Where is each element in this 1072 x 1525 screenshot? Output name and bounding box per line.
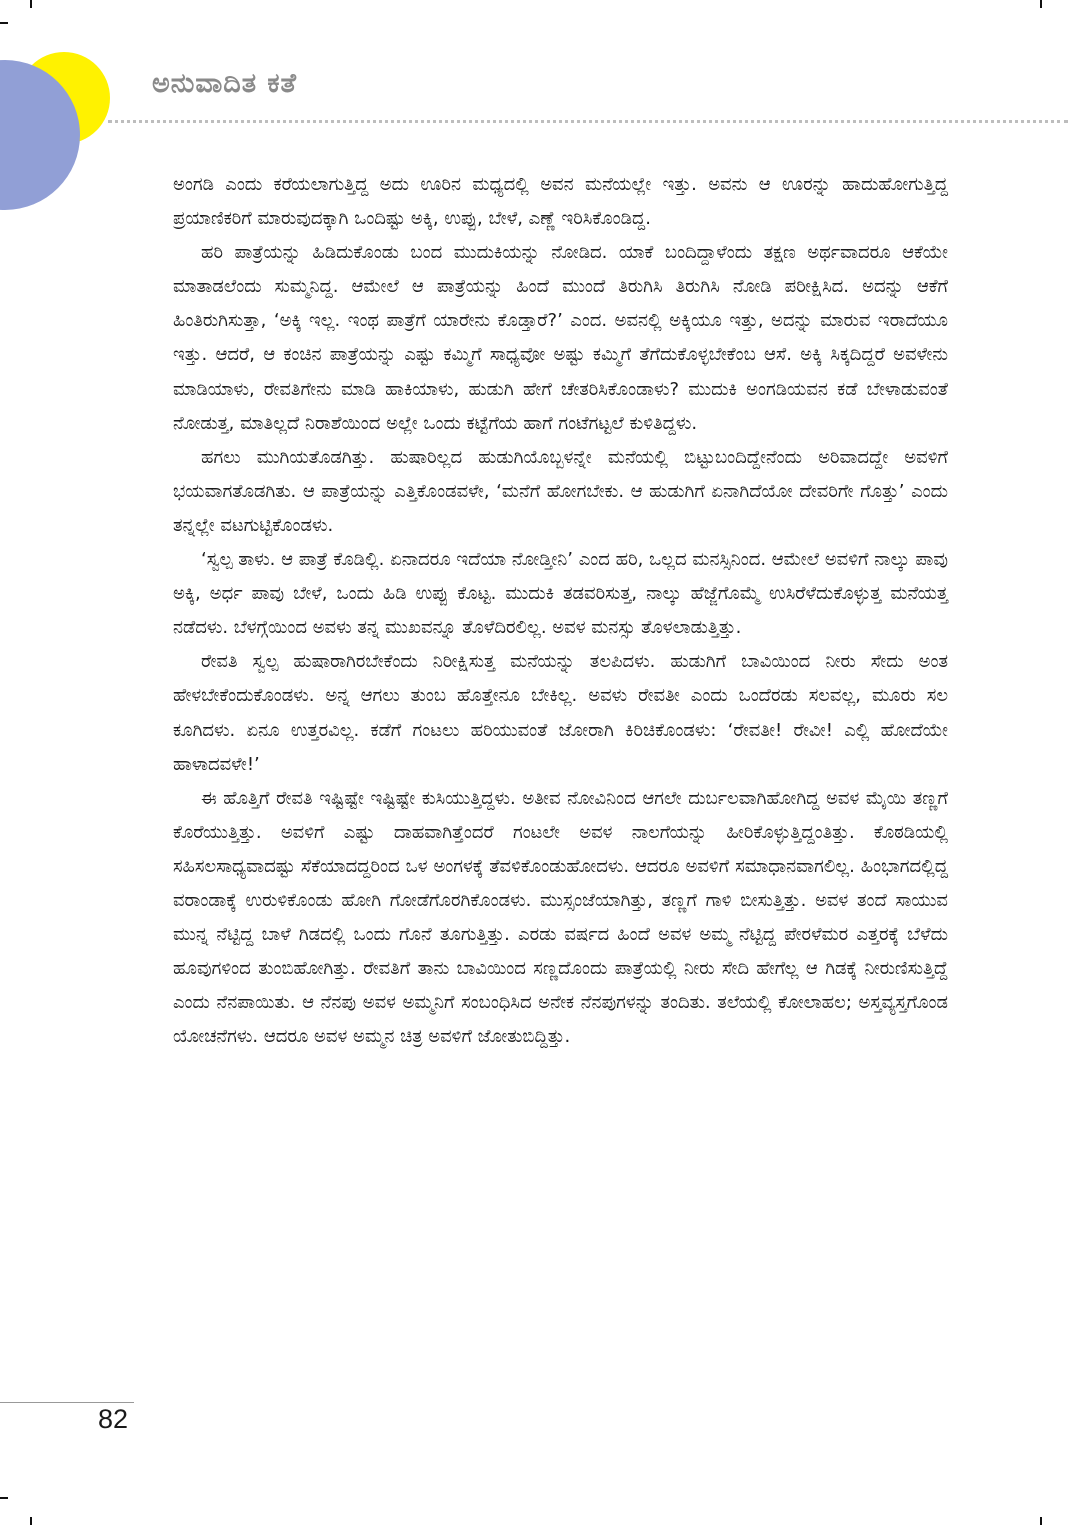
paragraph: ಈ ಹೊತ್ತಿಗೆ ರೇವತಿ ಇಷ್ಟಿಷ್ಟೇ ಇಷ್ಟಿಷ್ಟೇ ಕುಸಿಯುತ್ತಿದ್ದಳು. ಅತೀವ ನೋವಿನಿಂದ ಆಗಲೇ ದುರ್ಬಲವಾಗಿಹೋಗಿದ್ದ ಅವಳ ಮೈಯಿ ತಣ್ಣಗೆ ಕೊರೆಯುತ್ತಿತ್ತು. ಅವಳಿಗೆ ಎಷ್ಟು ದಾಹವಾಗಿತ್ತೆಂದರೆ ಗಂಟಲೇ ಅವಳ ನಾಲಗೆಯನ್ನು ಹೀರಿಕೊಳ್ಳುತ್ತಿದ್ದಂತಿತ್ತು. ಕೊಠಡಿಯಲ್ಲಿ ಸಹಿಸಲಸಾಧ್ಯವಾದಷ್ಟು ಸೆಕೆಯಾದದ್ದರಿಂದ ಒಳ ಅಂಗಳಕ್ಕೆ ತೆವಳಿಕೊಂಡುಹೋದಳು. ಆದರೂ ಅವಳಿಗೆ ಸಮಾಧಾನವಾಗಲಿಲ್ಲ. ಹಿಂಭಾಗದಲ್ಲಿದ್ದ ವರಾಂಡಾಕ್ಕೆ ಉರುಳಿಕೊಂಡು ಹೋಗಿ ಗೋಡೆಗೊರಗಿಕೊಂಡಳು. ಮುಸ್ಸಂಜೆಯಾಗಿತ್ತು, ತಣ್ಣಗೆ ಗಾಳಿ ಬೀಸುತ್ತಿತ್ತು. ಅವಳ ತಂದೆ ಸಾಯುವ ಮುನ್ನ ನೆಟ್ಟಿದ್ದ ಬಾಳೆ ಗಿಡದಲ್ಲಿ ಒಂದು ಗೊನೆ ತೂಗುತ್ತಿತ್ತು. ಎರಡು ವರ್ಷದ ಹಿಂದೆ ಅವಳ ಅಮ್ಮ ನೆಟ್ಟಿದ್ದ ಪೇರಳೆಮರ ಎತ್ತರಕ್ಕೆ ಬೆಳೆದು ಹೂವುಗಳಿಂದ ತುಂಬಿಹೋಗಿತ್ತು. ರೇವತಿಗೆ ತಾನು ಬಾವಿಯಿಂದ ಸಣ್ಣದೊಂದು ಪಾತ್ರೆಯಲ್ಲಿ ನೀರು ಸೇದಿ ಹೇಗೆಲ್ಲ ಆ ಗಿಡಕ್ಕೆ ನೀರುಣಿಸುತ್ತಿದ್ದೆ ಎಂದು ನೆನಪಾಯಿತು. ಆ ನೆನಪು ಅವಳ ಅಮ್ಮನಿಗೆ ಸಂಬಂಧಿಸಿದ ಅನೇಕ ನೆನಪುಗಳನ್ನು ತಂದಿತು. ತಲೆಯಲ್ಲಿ ಕೋಲಾಹಲ; ಅಸ್ತವ್ಯಸ್ತಗೊಂಡ ಯೋಚನೆಗಳು. ಆದರೂ ಅವಳ ಅಮ್ಮನ ಚಿತ್ರ ಅವಳಿಗೆ ಜೋತುಬಿದ್ದಿತ್ತು.: [173, 787, 948, 1048]
crop-mark-bottom-left-side: [0, 1497, 8, 1499]
paragraph: ಅಂಗಡಿ ಎಂದು ಕರೆಯಲಾಗುತ್ತಿದ್ದ ಅದು ಊರಿನ ಮಧ್ಯದಲ್ಲಿ ಅವನ ಮನೆಯಲ್ಲೇ ಇತ್ತು. ಅವನು ಆ ಊರನ್ನು ಹಾದುಹೋಗುತ್ತಿದ್ದ ಪ್ರಯಾಣಿಕರಿಗೆ ಮಾರುವುದಕ್ಕಾಗಿ ಒಂದಿಷ್ಟು ಅಕ್ಕಿ, ಉಪ್ಪು, ಬೇಳೆ, ಎಣ್ಣೆ ಇರಿಸಿಕೊಂಡಿದ್ದ.: [173, 174, 948, 230]
header-decoration: [0, 0, 170, 230]
footer-rule: [0, 1402, 134, 1403]
crop-mark-bottom-right: [1040, 1517, 1042, 1525]
page-number: 82: [98, 1404, 129, 1434]
story-body: [173, 168, 948, 1054]
paragraph: ಹಗಲು ಮುಗಿಯತೊಡಗಿತ್ತು. ಹುಷಾರಿಲ್ಲದ ಹುಡುಗಿಯೊಬ್ಬಳನ್ನೇ ಮನೆಯಲ್ಲಿ ಬಿಟ್ಟುಬಂದಿದ್ದೇನೆಂದು ಅರಿವಾದದ್ದೇ ಅವಳಿಗೆ ಭಯವಾಗತೊಡಗಿತು. ಆ ಪಾತ್ರೆಯನ್ನು ಎತ್ತಿಕೊಂಡವಳೇ, ‘ಮನೆಗೆ ಹೋಗಬೇಕು. ಆ ಹುಡುಗಿಗೆ ಏನಾಗಿದೆಯೋ ದೇವರಿಗೇ ಗೊತ್ತು’ ಎಂದು ತನ್ನಲ್ಲೇ ವಟಗುಟ್ಟಿಕೊಂಡಳು.: [173, 446, 948, 536]
paragraph: ರೇವತಿ ಸ್ವಲ್ಪ ಹುಷಾರಾಗಿರಬೇಕೆಂದು ನಿರೀಕ್ಷಿಸುತ್ತ ಮನೆಯನ್ನು ತಲಪಿದಳು. ಹುಡುಗಿಗೆ ಬಾವಿಯಿಂದ ನೀರು ಸೇದು ಅಂತ ಹೇಳಬೇಕೆಂದುಕೊಂಡಳು. ಅನ್ನ ಆಗಲು ತುಂಬ ಹೊತ್ತೇನೂ ಬೇಕಿಲ್ಲ. ಅವಳು ರೇವತೀ ಎಂದು ಒಂದೆರಡು ಸಲವಲ್ಲ, ಮೂರು ಸಲ ಕೂಗಿದಳು. ಏನೂ ಉತ್ತರವಿಲ್ಲ. ಕಡೆಗೆ ಗಂಟಲು ಹರಿಯುವಂತೆ ಜೋರಾಗಿ ಕಿರಿಚಿಕೊಂಡಳು: ‘ರೇವತೀ! ರೇವೀ! ಎಲ್ಲಿ ಹೋದೆಯೇ ಹಾಳಾದವಳೇ!’: [173, 651, 948, 775]
crop-mark-bottom-left: [30, 1517, 32, 1525]
crop-mark-top-right: [1040, 0, 1042, 8]
header-dotted-rule: [108, 120, 1068, 123]
paragraph: ಹರಿ ಪಾತ್ರೆಯನ್ನು ಹಿಡಿದುಕೊಂಡು ಬಂದ ಮುದುಕಿಯನ್ನು ನೋಡಿದ. ಯಾಕೆ ಬಂದಿದ್ದಾಳೆಂದು ತಕ್ಷಣ ಅರ್ಥವಾದರೂ ಆಕೆಯೇ ಮಾತಾಡಲೆಂದು ಸುಮ್ಮನಿದ್ದ. ಆಮೇಲೆ ಆ ಪಾತ್ರೆಯನ್ನು ಹಿಂದೆ ಮುಂದೆ ತಿರುಗಿಸಿ ತಿರುಗಿಸಿ ನೋಡಿ ಪರೀಕ್ಷಿಸಿದ. ಅದನ್ನು ಆಕೆಗೆ ಹಿಂತಿರುಗಿಸುತ್ತಾ, ‘ಅಕ್ಕಿ ಇಲ್ಲ. ಇಂಥ ಪಾತ್ರೆಗೆ ಯಾರೇನು ಕೊಡ್ತಾರೆ?’ ಎಂದ. ಅವನಲ್ಲಿ ಅಕ್ಕಿಯೂ ಇತ್ತು, ಅದನ್ನು ಮಾರುವ ಇರಾದೆಯೂ ಇತ್ತು. ಆದರೆ, ಆ ಕಂಚಿನ ಪಾತ್ರೆಯನ್ನು ಎಷ್ಟು ಕಮ್ಮಿಗೆ ಸಾಧ್ಯವೋ ಅಷ್ಟು ಕಮ್ಮಿಗೆ ತೆಗೆದುಕೊಳ್ಳಬೇಕೆಂಬ ಆಸೆ. ಅಕ್ಕಿ ಸಿಕ್ಕದಿದ್ದರೆ ಅವಳೇನು ಮಾಡಿಯಾಳು, ರೇವತಿಗೇನು ಮಾಡಿ ಹಾಕಿಯಾಳು, ಹುಡುಗಿ ಹೇಗೆ ಚೇತರಿಸಿಕೊಂಡಾಳು? ಮುದುಕಿ ಅಂಗಡಿಯವನ ಕಡೆ ಬೇಳಾಡುವಂತೆ ನೋಡುತ್ತ, ಮಾತಿಲ್ಲದೆ ನಿರಾಶೆಯಿಂದ ಅಲ್ಲೇ ಒಂದು ಕಟ್ಟೆಗೆಯ ಹಾಗೆ ಗಂಟೆಗಟ್ಟಲೆ ಕುಳಿತಿದ್ದಳು.: [173, 242, 948, 434]
section-title: ಅನುವಾದಿತ ಕತೆ: [152, 68, 297, 99]
paragraph: ‘ಸ್ವಲ್ಪ ತಾಳು. ಆ ಪಾತ್ರೆ ಕೊಡಿಲ್ಲಿ. ಏನಾದರೂ ಇದೆಯಾ ನೋಡ್ತೀನಿ’ ಎಂದ ಹರಿ, ಒಲ್ಲದ ಮನಸ್ಸಿನಿಂದ. ಆಮೇಲೆ ಅವಳಿಗೆ ನಾಲ್ಕು ಪಾವು ಅಕ್ಕಿ, ಅರ್ಧ ಪಾವು ಬೇಳೆ, ಒಂದು ಹಿಡಿ ಉಪ್ಪು ಕೊಟ್ಟ. ಮುದುಕಿ ತಡವರಿಸುತ್ತ, ನಾಲ್ಕು ಹೆಜ್ಜೆಗೊಮ್ಮೆ ಉಸಿರೆಳೆದುಕೊಳ್ಳುತ್ತ ಮನೆಯತ್ತ ನಡೆದಳು. ಬೆಳಗ್ಗೆಯಿಂದ ಅವಳು ತನ್ನ ಮುಖವನ್ನೂ ತೊಳೆದಿರಲಿಲ್ಲ. ಅವಳ ಮನಸ್ಸು ತೊಳಲಾಡುತ್ತಿತ್ತು.: [173, 549, 948, 639]
